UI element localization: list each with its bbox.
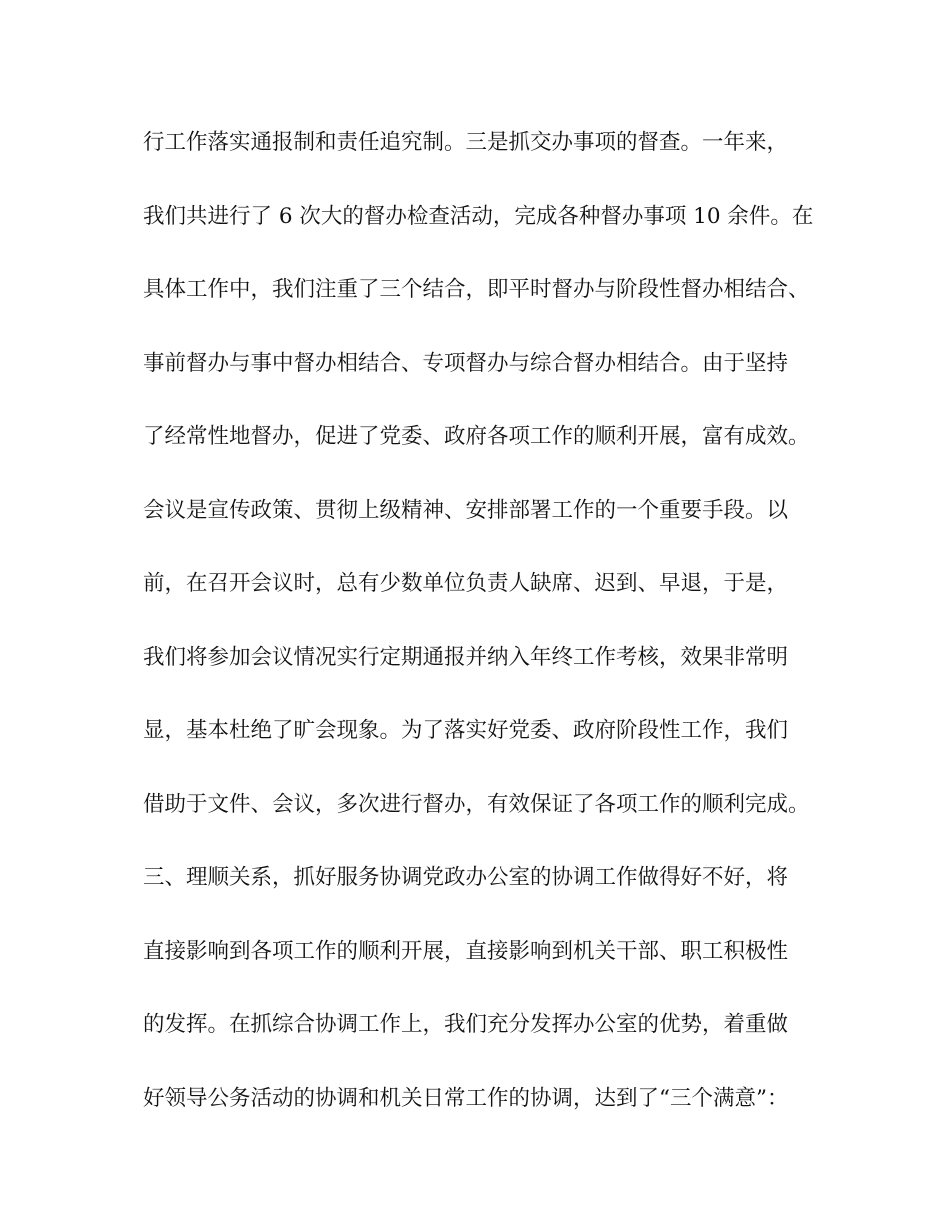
text-line: 事前督办与事中督办相结合、专项督办与综合督办相结合。由于坚持	[143, 350, 789, 376]
text-line: 借助于文件、会议，多次进行督办，有效保证了各项工作的顺利完成。	[143, 791, 810, 817]
text-line: 显，基本杜绝了旷会现象。为了落实好党委、政府阶段性工作，我们	[143, 718, 789, 743]
text-line: 具体工作中，我们注重了三个结合，即平时督办与阶段性督办相结合、	[143, 277, 810, 302]
text-line: 行工作落实通报制和责任追究制。三是抓交办事项的督查。一年来，	[143, 130, 789, 155]
text-line: 我们共进行了 6 次大的督办检查活动，完成各种督办事项 10 余件。在	[143, 203, 814, 229]
body-text	[143, 119, 823, 1148]
text-line: 三、理顺关系，抓好服务协调党政办公室的协调工作做得好不好，将	[143, 865, 789, 890]
text-line: 了经常性地督办，促进了党委、政府各项工作的顺利开展，富有成效。	[143, 424, 810, 449]
text-line: 前，在召开会议时，总有少数单位负责人缺席、迟到、早退，于是，	[143, 571, 789, 596]
text-line: 好领导公务活动的协调和机关日常工作的协调，达到了“三个满意”：	[143, 1085, 789, 1111]
text-line: 我们将参加会议情况实行定期通报并纳入年终工作考核，效果非常明	[143, 644, 789, 670]
text-line: 直接影响到各项工作的顺利开展，直接影响到机关干部、职工积极性	[143, 938, 789, 964]
text-line: 会议是宣传政策、贯彻上级精神、安排部署工作的一个重要手段。以	[143, 497, 789, 523]
text-line: 的发挥。在抓综合协调工作上，我们充分发挥办公室的优势，着重做	[143, 1012, 789, 1037]
